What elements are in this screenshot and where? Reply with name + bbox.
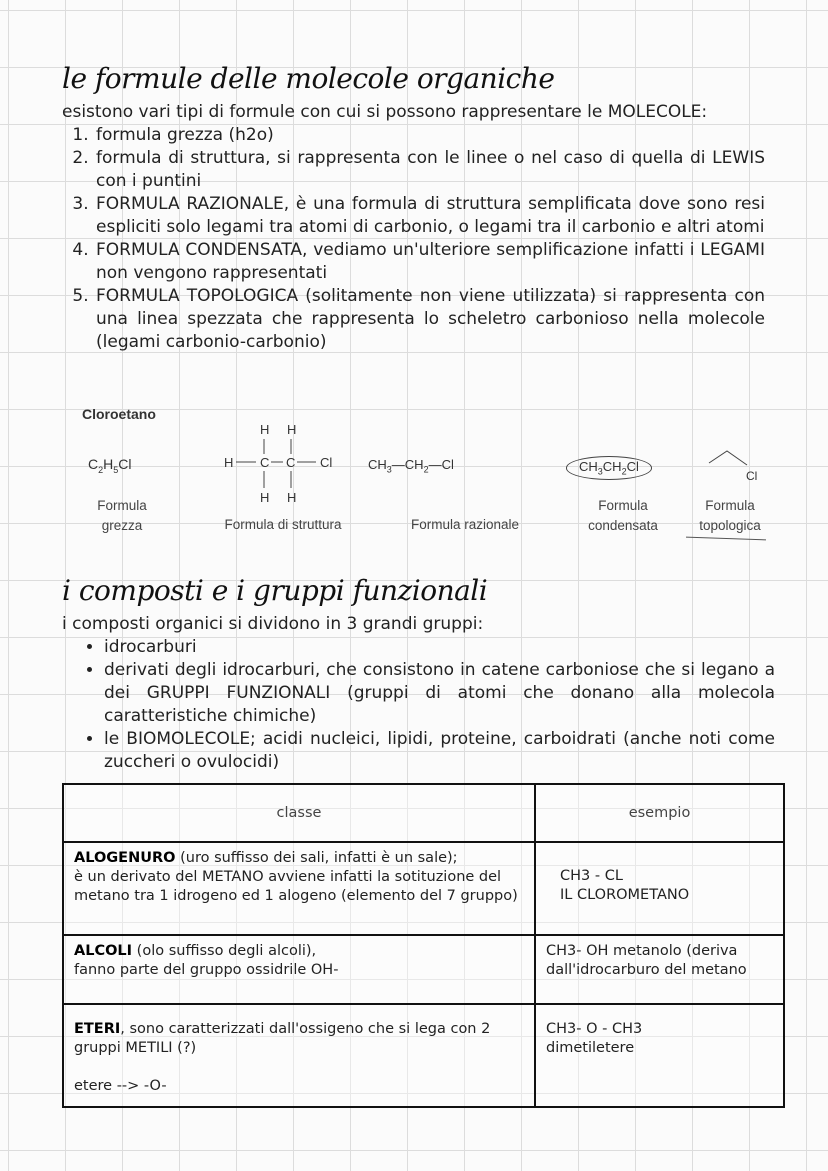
figure-heading: Cloroetano xyxy=(82,406,156,422)
svg-text:Cl: Cl xyxy=(320,455,333,470)
underline xyxy=(686,537,766,541)
list-item: • derivati degli idrocarburi, che consistono in catene carboniose che si legano a dei GRUPPI FUNZIONALI (gruppi di atomi che donano alla molecola caratteristiche chimiche) xyxy=(104,659,775,728)
formula-subscript: 2 xyxy=(621,466,627,477)
section-body xyxy=(62,613,775,774)
formula-subscript: 3 xyxy=(597,466,603,477)
caption-struttura: Formula di struttura xyxy=(224,517,342,532)
formula-segment: H xyxy=(103,456,114,472)
formula-condensata xyxy=(566,456,652,480)
cell-esempio: CH3- OH metanolo (deriva dall'idrocarburo del metano xyxy=(535,935,784,1004)
svg-text:H: H xyxy=(224,455,234,470)
cell-esempio: CH3- O - CH3 dimetiletere xyxy=(535,1004,784,1107)
svg-text:H: H xyxy=(260,422,270,437)
formula-segment: C xyxy=(88,456,99,472)
caption-grezza: Formula grezza xyxy=(97,498,147,533)
list-item: • idrocarburi xyxy=(104,636,775,659)
caption-razionale: Formula razionale xyxy=(410,517,520,532)
svg-text:C: C xyxy=(260,455,270,470)
formula-razionale xyxy=(368,457,454,475)
caption-topologica: Formula topologica xyxy=(699,498,761,533)
list-item: 5. FORMULA TOPOLOGICA (solitamente non viene utilizzata) si rappresenta con una linea spezzata che rappresenta lo scheletro carbonioso nella molecole (legami carbonio-carbonio) xyxy=(94,285,765,354)
header-esempio: esempio xyxy=(535,784,784,842)
section-body xyxy=(62,101,765,354)
intro-text: esistono vari tipi di formule con cui si possono rappresentare le MOLECOLE: xyxy=(62,102,708,122)
table-row xyxy=(63,842,784,935)
cell-classe: ALOGENURO (uro suffisso dei sali, infatti è un sale); è un derivato del METANO avviene infatti la sotituzione del metano tra 1 idrogeno ed 1 alogeno (elemento del 7 gruppo) xyxy=(63,842,535,935)
svg-text:Cl: Cl xyxy=(746,469,758,483)
svg-text:H: H xyxy=(287,490,297,505)
formula-segment: CH xyxy=(579,459,598,474)
list-item: 2. formula di struttura, si rappresenta con le linee o nel caso di quella di LEWIS con i puntini xyxy=(94,147,765,193)
list-item: 3. FORMULA RAZIONALE, è una formula di struttura semplificata dove sono resi espliciti solo legami tra atomi di carbonio, o legami tra il carbonio e altri atomi xyxy=(94,193,765,239)
formula-segment: CH xyxy=(368,457,387,472)
structural-formula xyxy=(220,420,360,510)
svg-text:H: H xyxy=(287,422,297,437)
table-row xyxy=(63,935,784,1004)
caption-condensata: Formula condensata xyxy=(588,498,658,533)
cell-classe: ETERI, sono caratterizzati dall'ossigeno che si lega con 2 gruppi METILI (?) etere --> -O- xyxy=(63,1004,535,1107)
section-title: i composti e i gruppi funzionali xyxy=(62,574,488,607)
functional-groups-table xyxy=(62,783,785,1108)
table-row xyxy=(63,1004,784,1107)
list-item: 1. formula grezza (h2o) xyxy=(94,124,765,147)
cloroetano-figure xyxy=(60,400,780,550)
svg-text:H: H xyxy=(260,490,270,505)
formula-subscript: 5 xyxy=(113,464,119,475)
formula-segment: CH xyxy=(602,459,622,474)
formula-segment: —Cl xyxy=(428,457,454,472)
intro-text: i composti organici si dividono in 3 grandi gruppi: xyxy=(62,614,484,634)
group-list xyxy=(62,636,775,774)
table-header-row xyxy=(63,784,784,842)
formula-grezza xyxy=(88,456,132,475)
svg-text:C: C xyxy=(286,455,296,470)
formula-list xyxy=(62,124,765,354)
topological-formula xyxy=(705,445,765,485)
cell-classe: ALCOLI (olo suffisso degli alcoli), fanno parte del gruppo ossidrile OH- xyxy=(63,935,535,1004)
section-title: le formule delle molecole organiche xyxy=(62,62,555,95)
formula-subscript: 2 xyxy=(98,464,104,475)
formula-subscript: 3 xyxy=(386,464,392,475)
formula-segment: Cl xyxy=(626,459,639,474)
formula-subscript: 2 xyxy=(423,464,429,475)
formula-segment: —CH xyxy=(391,457,424,472)
list-item: 4. FORMULA CONDENSATA, vediamo un'ulteriore semplificazione infatti i LEGAMI non vengono rappresentati xyxy=(94,239,765,285)
formula-segment: Cl xyxy=(118,456,132,472)
list-item: • le BIOMOLECOLE; acidi nucleici, lipidi, proteine, carboidrati (anche noti come zuccheri o ovulocidi) xyxy=(104,728,775,774)
cell-esempio: CH3 - CL IL CLOROMETANO xyxy=(535,842,784,935)
header-classe: classe xyxy=(63,784,535,842)
